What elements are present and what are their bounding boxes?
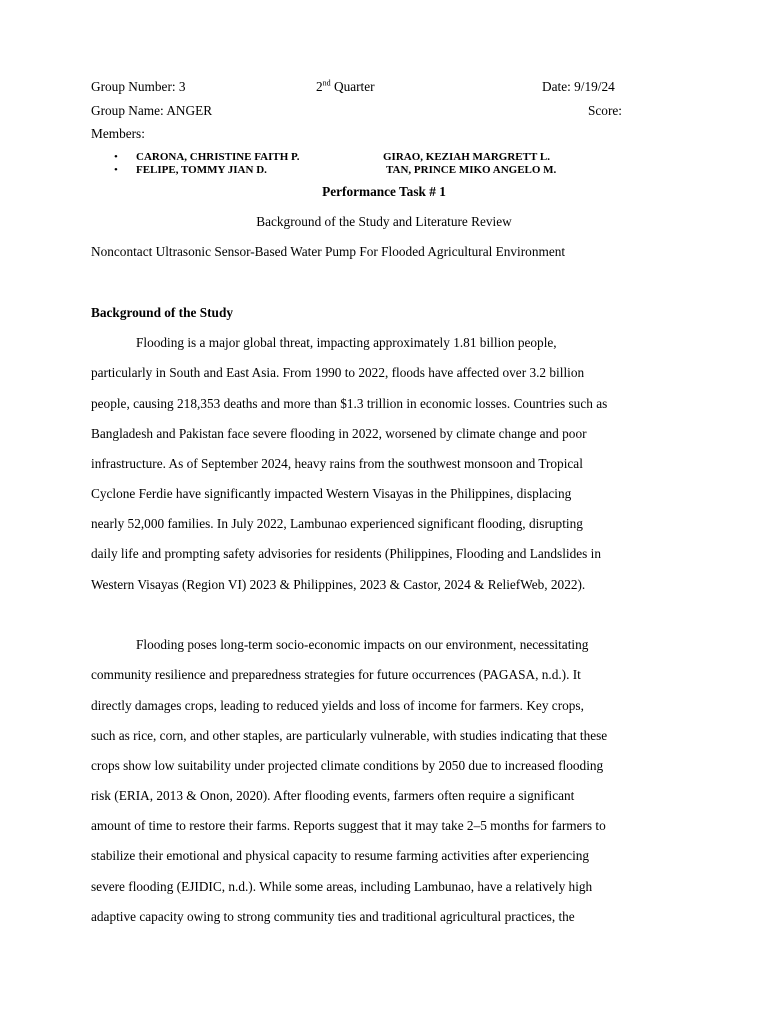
paragraph-line: particularly in South and East Asia. From 1990 to 2022, floods have affected over 3.2 billion <box>91 365 585 380</box>
bullet-icon: • <box>114 164 118 176</box>
paragraph-line: such as rice, corn, and other staples, are particularly vulnerable, with studies indicating that these <box>91 728 608 743</box>
paragraph-line: infrastructure. As of September 2024, heavy rains from the southwest monsoon and Tropical <box>91 456 583 471</box>
paragraph-line: risk (ERIA, 2013 & Onon, 2020). After flooding events, farmers often require a significant <box>91 788 575 803</box>
task-title: Performance Task # 1 <box>322 184 446 199</box>
date: Date: 9/19/24 <box>542 79 615 94</box>
paragraph-line: Cyclone Ferdie have significantly impacted Western Visayas in the Philippines, displacing <box>91 486 572 501</box>
paragraph-line: stabilize their emotional and physical capacity to resume farming activities after experiencing <box>91 848 590 863</box>
paragraph-line: adaptive capacity owing to strong community ties and traditional agricultural practices, the <box>91 909 575 924</box>
paragraph-line: severe flooding (EJIDIC, n.d.). While some areas, including Lambunao, have a relatively high <box>91 879 593 894</box>
member-girao: GIRAO, KEZIAH MARGRETT L. <box>383 151 550 163</box>
paragraph-line: people, causing 218,353 deaths and more than $1.3 trillion in economic losses. Countries such as <box>91 396 608 411</box>
quarter-superscript: nd <box>322 78 331 88</box>
paragraph-line: Bangladesh and Pakistan face severe flooding in 2022, worsened by climate change and poor <box>91 426 587 441</box>
members-label: Members: <box>91 126 145 141</box>
bullet-icon: • <box>114 151 118 163</box>
quarter-number: 2 <box>316 79 323 94</box>
score-label: Score: <box>588 103 622 118</box>
paragraph-line: nearly 52,000 families. In July 2022, Lambunao experienced significant flooding, disrupting <box>91 516 583 531</box>
group-name: Group Name: ANGER <box>91 103 213 118</box>
quarter <box>316 79 375 95</box>
member-tan: TAN, PRINCE MIKO ANGELO M. <box>386 164 557 176</box>
section-heading: Background of the Study <box>91 305 233 320</box>
paragraph-line: crops show low suitability under projected climate conditions by 2050 due to increased flooding <box>91 758 604 773</box>
paragraph-line: Flooding is a major global threat, impacting approximately 1.81 billion people, <box>136 335 557 350</box>
paragraph-line: Flooding poses long-term socio-economic impacts on our environment, necessitating <box>136 637 589 652</box>
document-subtitle: Background of the Study and Literature Review <box>256 214 512 229</box>
research-title: Noncontact Ultrasonic Sensor-Based Water Pump For Flooded Agricultural Environment <box>91 244 566 259</box>
paragraph-line: directly damages crops, leading to reduced yields and loss of income for farmers. Key crops, <box>91 698 584 713</box>
paragraph-line: Western Visayas (Region VI) 2023 & Philippines, 2023 & Castor, 2024 & ReliefWeb, 2022). <box>91 577 586 592</box>
paragraph-line: amount of time to restore their farms. Reports suggest that it may take 2–5 months for farmers to <box>91 818 606 833</box>
quarter-word: Quarter <box>330 79 375 94</box>
paragraph-line: daily life and prompting safety advisories for residents (Philippines, Flooding and Landslides in <box>91 546 602 561</box>
member-carona: CARONA, CHRISTINE FAITH P. <box>136 151 300 163</box>
group-number: Group Number: 3 <box>91 79 186 94</box>
paragraph-line: community resilience and preparedness strategies for future occurrences (PAGASA, n.d.). It <box>91 667 581 682</box>
member-felipe: FELIPE, TOMMY JIAN D. <box>136 164 267 176</box>
